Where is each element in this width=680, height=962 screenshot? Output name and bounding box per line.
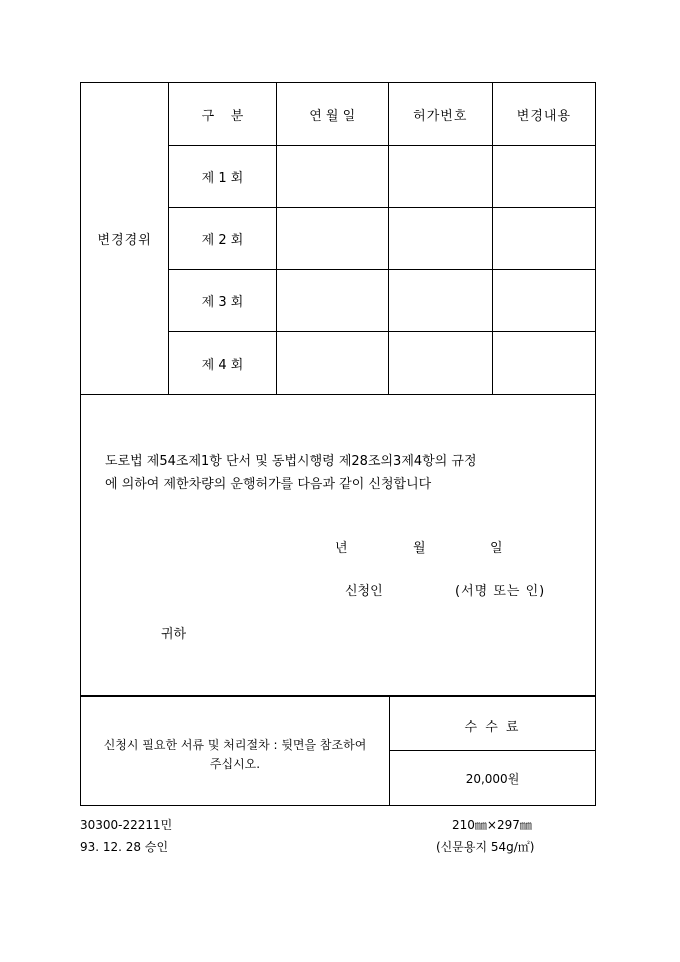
fee-amount: 20,000원	[465, 772, 520, 786]
cell-permit-number	[388, 146, 492, 208]
date-month-label: 월	[413, 541, 426, 556]
date-day-label: 일	[490, 541, 503, 556]
note-line2: 주십시오.	[209, 757, 261, 771]
approval-date: 93. 12. 28 승인	[80, 840, 169, 854]
row-label: 제 4 회	[169, 332, 276, 395]
signature-note: (서명 또는 인)	[455, 584, 546, 599]
date-year-label: 년	[335, 541, 348, 556]
change-history-table	[80, 82, 596, 395]
header-category: 구 분	[169, 83, 276, 146]
application-statement-line1: 도로법 제54조제1항 단서 및 동법시행령 제28조의3제4항의 규정	[105, 454, 477, 469]
note-line1: 신청시 필요한 서류 및 처리절차 : 뒷면을 참조하여	[103, 738, 367, 752]
addressee-label: 귀하	[161, 627, 187, 642]
row-label: 제 2 회	[169, 208, 276, 270]
fee-label-cell	[390, 696, 595, 751]
paper-size: 210㎜×297㎜	[452, 818, 532, 832]
header-permit-number: 허가번호	[388, 83, 492, 146]
cell-date	[276, 270, 388, 332]
cell-date	[276, 208, 388, 270]
applicant-label: 신청인	[345, 584, 383, 599]
cell-change-content	[492, 270, 595, 332]
row-label: 제 3 회	[169, 270, 276, 332]
cell-permit-number	[388, 208, 492, 270]
cell-date	[276, 332, 388, 395]
cell-change-content	[492, 332, 595, 395]
cell-permit-number	[388, 332, 492, 395]
header-date: 연 월 일	[276, 83, 388, 146]
form-code: 30300-22211민	[80, 818, 173, 832]
cell-date	[276, 146, 388, 208]
row-label: 제 1 회	[169, 146, 276, 208]
required-documents-note	[81, 696, 390, 805]
header-change-content: 변경내용	[492, 83, 595, 146]
fee-label: 수 수 료	[464, 720, 521, 735]
application-statement-line2: 에 의하여 제한차량의 운행허가를 다음과 같이 신청합니다	[105, 477, 432, 492]
paper-type: (신문용지 54g/㎡)	[436, 840, 535, 854]
cell-change-content	[492, 146, 595, 208]
change-history-label: 변경경위	[81, 83, 169, 395]
cell-change-content	[492, 208, 595, 270]
application-section	[80, 394, 596, 697]
fee-section	[80, 695, 596, 806]
fee-amount-cell	[390, 751, 595, 805]
cell-permit-number	[388, 270, 492, 332]
